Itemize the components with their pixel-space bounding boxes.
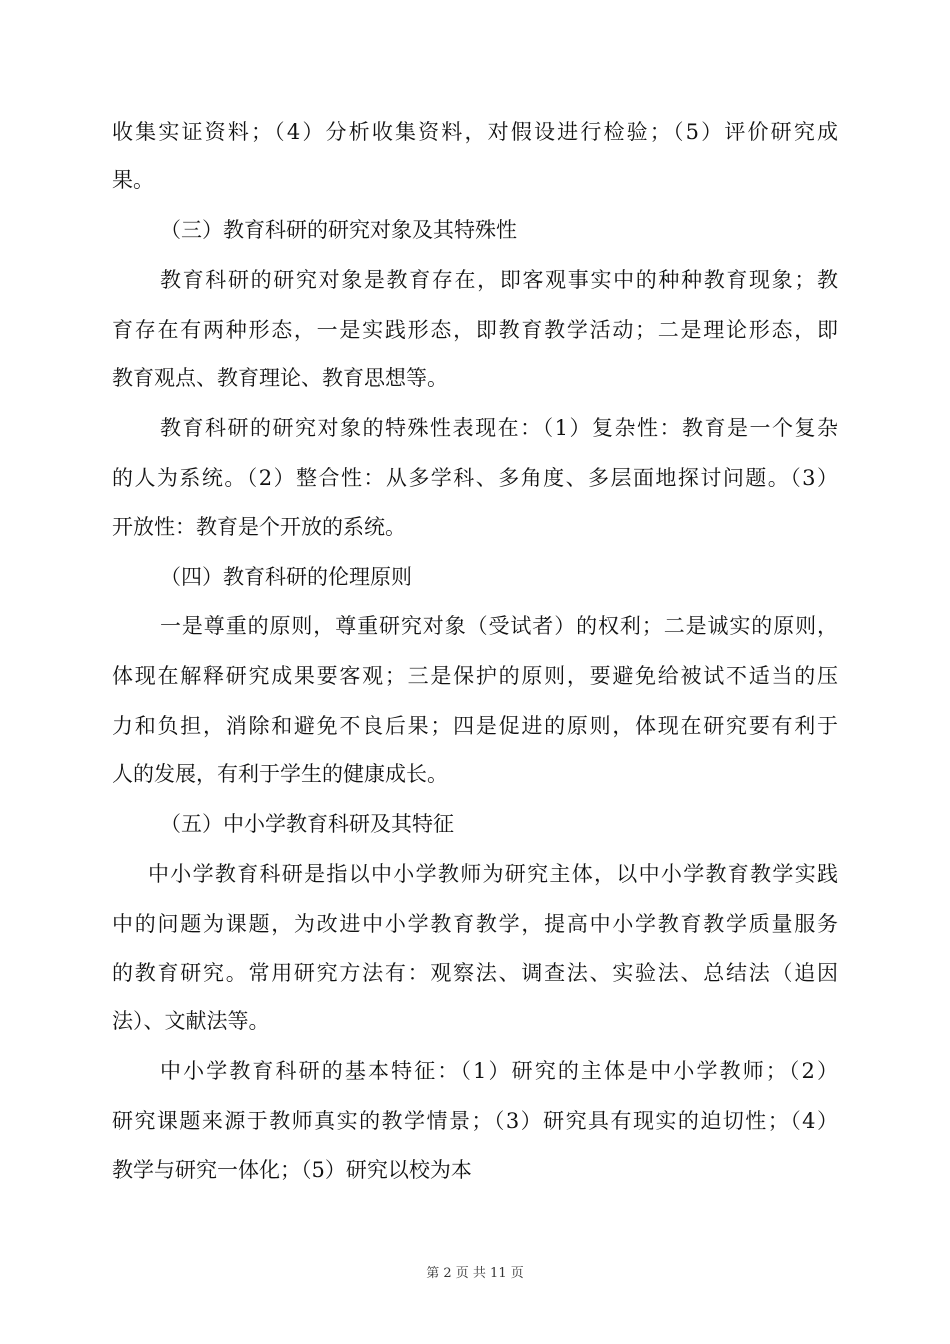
paragraph-line: 果。 (112, 168, 154, 192)
paragraph-line: 中小学教育科研的基本特征：（1）研究的主体是中小学教师；（2） (160, 1059, 838, 1083)
paragraph-line: 中的问题为课题，为改进中小学教育教学，提高中小学教育教学质量服务 (112, 912, 838, 936)
paragraph-line: 体现在解释研究成果要客观；三是保护的原则，要避免给被试不适当的压 (112, 664, 838, 688)
paragraph-line: 法）、文献法等。 (112, 1009, 270, 1033)
section-heading: （五）中小学教育科研及其特征 (160, 812, 454, 836)
paragraph-line: 收集实证资料；（4）分析收集资料，对假设进行检验；（5）评价研究成 (112, 120, 838, 144)
paragraph-line: 中小学教育科研是指以中小学教师为研究主体，以中小学教育教学实践 (148, 862, 838, 886)
paragraph-line: 教育观点、教育理论、教育思想等。 (112, 366, 448, 390)
paragraph-line: 研究课题来源于教师真实的教学情景；（3）研究具有现实的迫切性；（4） (112, 1109, 838, 1133)
paragraph-line: 的教育研究。常用研究方法有：观察法、调查法、实验法、总结法（追因 (112, 961, 838, 985)
paragraph-line: 力和负担，消除和避免不良后果；四是促进的原则，体现在研究要有利于 (112, 714, 838, 738)
paragraph-line: 开放性：教育是个开放的系统。 (112, 515, 406, 539)
paragraph-line: 一是尊重的原则，尊重研究对象（受试者）的权利；二是诚实的原则， (160, 614, 838, 638)
page-footer: 第 2 页 共 11 页 (426, 1266, 524, 1281)
section-heading: （四）教育科研的伦理原则 (160, 565, 412, 589)
paragraph-line: 教育科研的研究对象的特殊性表现在：（1）复杂性：教育是一个复杂 (160, 416, 838, 440)
paragraph-line: 人的发展，有利于学生的健康成长。 (112, 762, 448, 786)
section-heading: （三）教育科研的研究对象及其特殊性 (160, 218, 517, 242)
paragraph-line: 教育科研的研究对象是教育存在，即客观事实中的种种教育现象；教 (160, 268, 838, 292)
paragraph-line: 教学与研究一体化；（5）研究以校为本 (112, 1158, 472, 1182)
paragraph-line: 的人为系统。（2）整合性：从多学科、多角度、多层面地探讨问题。（3） (112, 466, 838, 490)
paragraph-line: 育存在有两种形态，一是实践形态，即教育教学活动；二是理论形态，即 (112, 318, 838, 342)
